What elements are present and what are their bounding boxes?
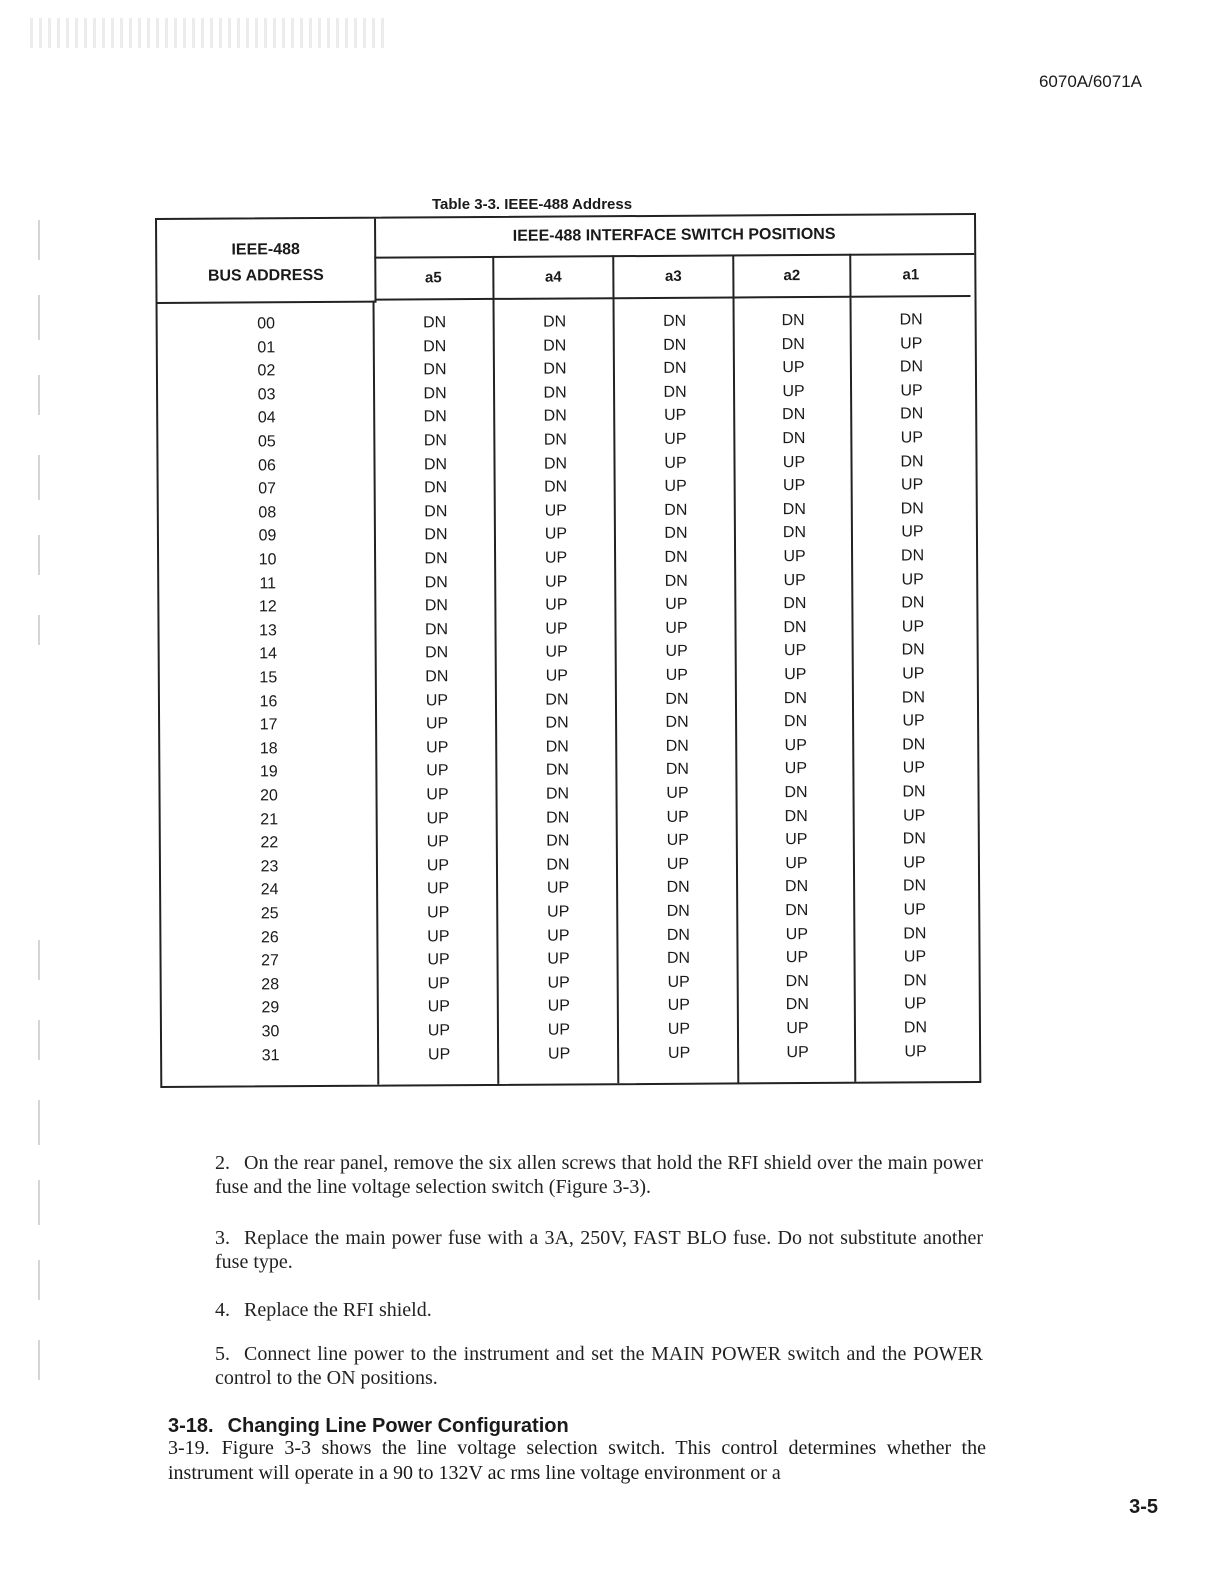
- cell-bus-address: 13: [259, 622, 277, 640]
- cell-a2: UP: [782, 359, 805, 377]
- cell-a4: DN: [543, 431, 567, 449]
- cell-bus-address: 17: [259, 716, 278, 734]
- step-number: 2.: [215, 1152, 230, 1174]
- section-number: 3-18.: [168, 1415, 214, 1437]
- cell-a5: DN: [423, 408, 447, 426]
- cell-bus-address: 24: [260, 881, 279, 899]
- cell-a1: DN: [901, 688, 926, 707]
- cell-a2: UP: [783, 642, 807, 660]
- cell-bus-address: 00: [257, 315, 276, 333]
- cell-a5: UP: [426, 786, 449, 804]
- cell-a2: DN: [782, 524, 807, 542]
- cell-bus-address: 15: [259, 669, 278, 687]
- cell-a1: UP: [900, 476, 924, 494]
- cell-a4: UP: [545, 643, 568, 662]
- cell-bus-address: 07: [258, 480, 277, 498]
- cell-bus-address: 06: [258, 456, 276, 474]
- cell-a2: UP: [783, 571, 806, 589]
- cell-bus-address: 09: [258, 527, 277, 545]
- cell-a4: UP: [546, 879, 570, 898]
- cell-a1: DN: [902, 736, 926, 754]
- cell-a4: DN: [545, 785, 570, 803]
- step-3: [215, 1226, 983, 1274]
- cell-a3: UP: [666, 784, 689, 802]
- cell-a1: DN: [900, 547, 925, 565]
- cell-bus-address: 19: [259, 763, 278, 781]
- cell-a4: UP: [547, 1045, 571, 1063]
- cell-bus-address: 04: [257, 409, 276, 427]
- cell-a1: DN: [901, 594, 925, 612]
- cell-a4: UP: [544, 525, 568, 544]
- cell-a2: DN: [784, 784, 808, 802]
- cell-bus-address: 30: [261, 1023, 280, 1041]
- cell-a4: DN: [545, 691, 569, 709]
- cell-a5: UP: [426, 857, 450, 875]
- cell-a5: UP: [426, 739, 449, 757]
- cell-a4: DN: [543, 337, 567, 355]
- cell-a3: UP: [667, 973, 690, 991]
- cell-a2: UP: [786, 1020, 809, 1038]
- cell-a4: DN: [543, 384, 567, 402]
- step-2: [215, 1151, 983, 1199]
- cell-a3: UP: [665, 666, 688, 684]
- cell-a1: UP: [903, 901, 926, 919]
- cell-a5: DN: [425, 644, 449, 662]
- cell-a3: DN: [665, 761, 689, 779]
- section-title: Changing Line Power Configuration: [227, 1415, 569, 1437]
- cell-a5: DN: [424, 526, 448, 544]
- cell-a1: UP: [902, 759, 926, 777]
- cell-a2: UP: [786, 1043, 809, 1061]
- cell-a1: DN: [903, 972, 927, 990]
- cell-a3: DN: [665, 737, 689, 755]
- cell-a4: DN: [543, 455, 568, 473]
- cell-a1: DN: [902, 830, 926, 848]
- cell-a5: UP: [426, 809, 449, 827]
- cell-bus-address: 05: [257, 433, 276, 451]
- switch-positions-header: IEEE-488 INTERFACE SWITCH POSITIONS: [374, 215, 974, 259]
- step-text: On the rear panel, remove the six allen screws that hold the RFI shield over the main power fuse and the line voltage selection switch (Figure 3-3).: [215, 1152, 983, 1198]
- bus-address-header-line1: IEEE-488: [231, 241, 300, 259]
- cell-bus-address: 11: [259, 574, 277, 592]
- cell-a5: UP: [425, 691, 449, 709]
- cell-a3: UP: [666, 831, 689, 850]
- cell-a3: DN: [663, 383, 687, 401]
- cell-a2: DN: [785, 902, 809, 920]
- cell-a5: UP: [427, 1022, 451, 1040]
- cell-a3: DN: [663, 312, 687, 330]
- cell-bus-address: 21: [260, 810, 279, 828]
- cell-a4: DN: [545, 714, 569, 732]
- cell-a5: DN: [425, 668, 449, 686]
- cell-a3: UP: [667, 1044, 691, 1062]
- cell-a3: DN: [663, 359, 687, 378]
- cell-a2: DN: [781, 312, 805, 330]
- cell-a4: UP: [547, 903, 570, 921]
- cell-a3: DN: [664, 501, 688, 519]
- cell-a2: DN: [785, 996, 809, 1014]
- cell-a5: UP: [426, 833, 449, 851]
- cell-bus-address: 16: [259, 692, 278, 710]
- cell-a4: DN: [545, 738, 569, 756]
- cell-a4: DN: [543, 407, 567, 426]
- cell-a5: DN: [424, 573, 448, 591]
- cell-a2: DN: [781, 335, 805, 353]
- table-caption: Table 3-3. IEEE-488 Address: [432, 196, 633, 213]
- cell-a3: UP: [665, 643, 688, 661]
- page-number: 3-5: [1129, 1496, 1158, 1518]
- cell-a2: DN: [783, 618, 807, 636]
- cell-bus-address: 02: [257, 362, 276, 380]
- cell-a3: DN: [666, 926, 690, 944]
- cell-a1: DN: [902, 877, 927, 895]
- column-header-a2: a2: [734, 254, 851, 299]
- cell-a1: UP: [902, 665, 925, 683]
- cell-a5: UP: [427, 904, 450, 922]
- column-header-a1: a1: [851, 253, 970, 298]
- margin-marks: [30, 70, 60, 1550]
- cell-a2: UP: [785, 925, 809, 943]
- cell-a2: UP: [782, 477, 806, 495]
- cell-a4: UP: [547, 997, 570, 1016]
- column-header-a5: a5: [374, 256, 494, 301]
- cell-a2: UP: [782, 382, 805, 400]
- cell-bus-address: 31: [261, 1046, 280, 1064]
- cell-a1: UP: [903, 854, 926, 872]
- cell-a2: DN: [782, 500, 806, 518]
- cell-a2: UP: [784, 760, 808, 778]
- cell-a5: UP: [425, 715, 449, 733]
- cell-a1: DN: [903, 1019, 928, 1037]
- cell-a5: DN: [424, 479, 448, 497]
- cell-a3: UP: [665, 619, 688, 637]
- cell-a5: DN: [423, 432, 447, 450]
- cell-a1: UP: [900, 334, 923, 353]
- cell-a3: UP: [667, 1020, 691, 1038]
- cell-a4: DN: [544, 478, 568, 496]
- cell-bus-address: 29: [261, 999, 280, 1017]
- cell-a5: UP: [426, 762, 449, 780]
- cell-a4: UP: [545, 596, 568, 614]
- cell-a5: UP: [427, 975, 450, 993]
- cell-a5: UP: [427, 1045, 451, 1063]
- cell-a3: UP: [666, 808, 689, 826]
- cell-a1: UP: [901, 523, 924, 541]
- cell-a2: DN: [782, 430, 806, 448]
- cell-a3: UP: [664, 430, 687, 448]
- cell-a1: DN: [900, 405, 924, 423]
- cell-a2: UP: [785, 831, 808, 849]
- cell-bus-address: 03: [257, 386, 276, 404]
- cell-bus-address: 22: [260, 834, 279, 852]
- cell-a4: DN: [546, 832, 570, 850]
- cell-a1: UP: [901, 570, 924, 589]
- cell-a3: UP: [665, 595, 688, 614]
- cell-bus-address: 18: [259, 740, 278, 758]
- cell-a4: UP: [545, 573, 568, 591]
- step-5: [215, 1342, 983, 1390]
- cell-bus-address: 23: [260, 858, 279, 876]
- cell-a2: DN: [782, 406, 806, 424]
- step-text: Replace the RFI shield.: [244, 1299, 432, 1321]
- bus-address-header: [157, 219, 377, 304]
- cell-a3: UP: [664, 407, 687, 425]
- address-table: [155, 213, 981, 1088]
- step-4: [215, 1298, 983, 1322]
- cell-a1: DN: [900, 452, 924, 471]
- cell-a4: UP: [547, 1021, 571, 1039]
- cell-a1: DN: [903, 924, 927, 943]
- cell-bus-address: 12: [258, 598, 277, 616]
- cell-a3: DN: [665, 713, 689, 732]
- cell-a3: DN: [664, 525, 688, 543]
- bus-address-header-line2: BUS ADDRESS: [207, 266, 324, 285]
- cell-a2: UP: [784, 736, 807, 754]
- step-number: 5.: [215, 1343, 230, 1365]
- cell-a3: DN: [663, 336, 687, 354]
- cell-bus-address: 28: [261, 976, 280, 994]
- cell-a4: UP: [547, 927, 570, 945]
- cell-a2: DN: [783, 595, 807, 613]
- cell-a1: UP: [904, 995, 927, 1013]
- step-text: Connect line power to the instrument and set the MAIN POWER switch and the POWER control to the ON positions.: [215, 1343, 983, 1389]
- cell-a5: DN: [424, 503, 448, 521]
- cell-a3: DN: [666, 949, 691, 968]
- cell-a3: UP: [664, 477, 687, 496]
- cell-a5: UP: [427, 998, 450, 1016]
- cell-a2: DN: [785, 972, 809, 990]
- cell-a1: DN: [899, 311, 923, 329]
- cell-a3: UP: [666, 855, 690, 873]
- cell-a4: UP: [545, 620, 568, 638]
- cell-a2: DN: [783, 689, 808, 707]
- column-header-a3: a3: [614, 254, 734, 299]
- cell-a5: DN: [423, 314, 447, 332]
- cell-a5: UP: [427, 951, 450, 969]
- cell-a2: DN: [784, 878, 809, 896]
- paragraph-number: 3-19.: [168, 1437, 210, 1459]
- cell-a4: UP: [544, 502, 567, 520]
- cell-a4: DN: [543, 360, 567, 378]
- cell-a4: UP: [545, 667, 568, 685]
- cell-a5: DN: [424, 597, 448, 615]
- cell-bus-address: 08: [258, 504, 277, 522]
- cell-a3: DN: [664, 548, 688, 566]
- cell-a1: UP: [900, 382, 923, 400]
- cell-a2: UP: [784, 666, 807, 684]
- cell-bus-address: 14: [259, 645, 278, 663]
- cell-a1: UP: [900, 429, 924, 447]
- cell-a5: UP: [426, 880, 450, 898]
- cell-bus-address: 20: [260, 787, 278, 805]
- cell-a1: UP: [902, 806, 926, 825]
- document-id: 6070A/6071A: [1038, 72, 1142, 91]
- cell-a1: DN: [899, 358, 924, 376]
- cell-bus-address: 26: [260, 928, 279, 946]
- cell-a5: UP: [427, 927, 450, 945]
- cell-bus-address: 01: [257, 338, 276, 356]
- scan-noise: [30, 18, 390, 48]
- cell-a5: DN: [424, 621, 449, 639]
- cell-a2: UP: [782, 453, 806, 471]
- step-text: Replace the main power fuse with a 3A, 250V, FAST BLO fuse. Do not substitute another fuse type.: [215, 1227, 983, 1273]
- cell-a4: DN: [545, 761, 569, 780]
- cell-a2: UP: [783, 548, 806, 566]
- cell-a4: DN: [546, 856, 570, 874]
- cell-a1: DN: [900, 500, 924, 518]
- step-number: 3.: [215, 1227, 230, 1249]
- cell-a1: DN: [902, 783, 926, 801]
- cell-a5: DN: [423, 385, 447, 403]
- paragraph-text: Figure 3-3 shows the line voltage selection switch. This control determines whether the instrument will operate in a 90 to 132V ac rms line voltage environment or a: [168, 1437, 986, 1484]
- cell-a5: DN: [423, 361, 447, 379]
- cell-a3: DN: [664, 572, 688, 590]
- cell-a2: DN: [784, 807, 808, 825]
- cell-a3: DN: [666, 879, 690, 897]
- table-row: [162, 1043, 979, 1072]
- cell-bus-address: 10: [258, 551, 277, 569]
- cell-a2: DN: [783, 713, 808, 731]
- paragraph-3-19: [168, 1436, 986, 1486]
- cell-a1: DN: [901, 641, 925, 659]
- section-heading: [168, 1415, 569, 1438]
- step-number: 4.: [215, 1299, 230, 1321]
- cell-a5: DN: [424, 550, 448, 568]
- cell-a3: UP: [667, 997, 690, 1015]
- cell-a4: DN: [543, 313, 567, 331]
- cell-a5: DN: [423, 455, 448, 473]
- cell-a1: UP: [904, 1042, 927, 1061]
- cell-a4: DN: [546, 809, 570, 827]
- cell-a1: UP: [902, 712, 925, 730]
- cell-a2: UP: [785, 854, 808, 872]
- cell-a1: UP: [901, 618, 925, 636]
- cell-a2: UP: [785, 949, 809, 967]
- column-header-a4: a4: [494, 255, 614, 300]
- cell-a1: UP: [903, 948, 927, 966]
- cell-a3: DN: [665, 690, 689, 708]
- cell-bus-address: 27: [261, 952, 279, 970]
- cell-a4: UP: [547, 950, 570, 968]
- cell-a4: UP: [544, 549, 568, 567]
- cell-a3: DN: [666, 902, 690, 920]
- cell-a5: DN: [423, 337, 447, 355]
- cell-a4: UP: [547, 974, 570, 992]
- cell-bus-address: 25: [260, 905, 279, 923]
- cell-a3: UP: [664, 454, 687, 472]
